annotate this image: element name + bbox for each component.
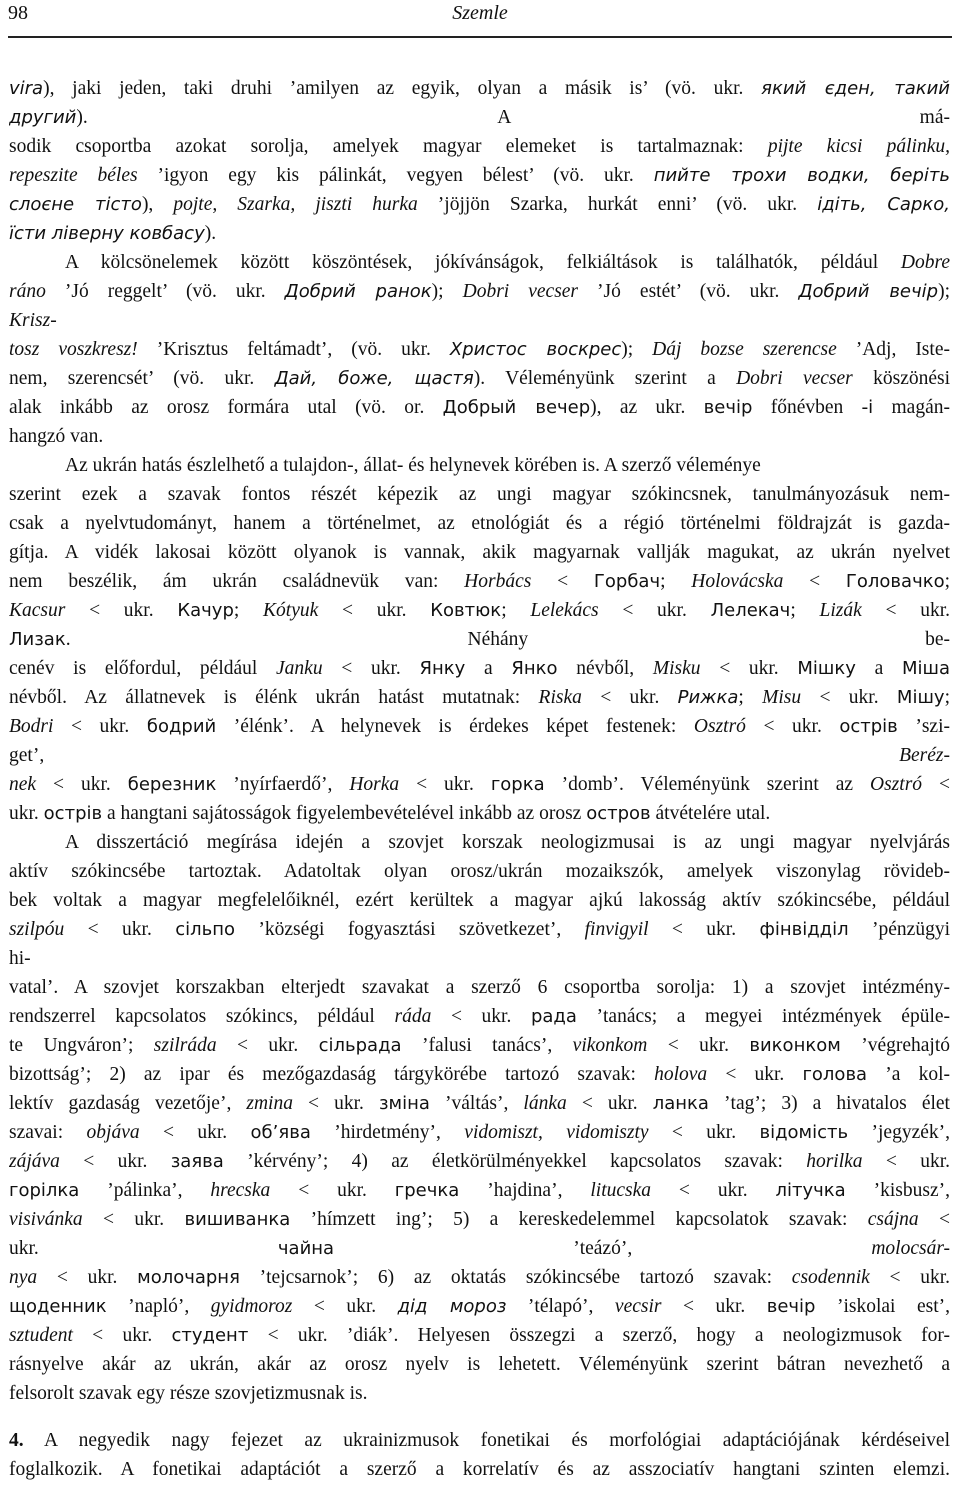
- text-run: cenév is előfordul, például: [9, 658, 277, 679]
- page-header: [8, 0, 952, 38]
- hungarian-dialect-term: csájna: [867, 1209, 919, 1230]
- cyrillic-term: їсти ліверну ковбасу: [9, 223, 205, 244]
- text-run: < ukr.: [322, 658, 420, 679]
- hungarian-dialect-term: Lizák: [819, 600, 862, 621]
- text-run: ’kérvény’; 4) az életkörülményekkel kapcsolatos szavak:: [223, 1151, 807, 1172]
- hungarian-dialect-term: Misu: [762, 687, 802, 708]
- text-run: ’Jó reggelt’ (vö. ukr.: [45, 281, 285, 302]
- text-run: a: [855, 658, 902, 679]
- text-line: [9, 1234, 950, 1263]
- hungarian-dialect-term: visivánka: [9, 1209, 83, 1230]
- text-run: ’Krisztus feltámadt’, (vö. ukr.: [137, 339, 450, 360]
- cyrillic-term: Горбач: [593, 571, 661, 592]
- cyrillic-term: вишиванка: [184, 1209, 291, 1230]
- hungarian-dialect-term: Misku: [652, 658, 701, 679]
- hungarian-dialect-term: Dáj bozse szerencse: [652, 339, 837, 360]
- text-run: < ukr.: [318, 600, 431, 621]
- cyrillic-term: Добрый вечер: [442, 397, 591, 418]
- cyrillic-term: дід мороз: [397, 1296, 507, 1317]
- hungarian-dialect-term: Krisz-: [9, 310, 57, 331]
- text-run: ’domb’. Véleményünk szerint az: [544, 774, 871, 795]
- cyrillic-term: горка: [490, 774, 545, 795]
- text-run: < ukr.: [431, 1006, 531, 1027]
- hungarian-dialect-term: holova: [654, 1064, 708, 1085]
- hungarian-dialect-term: Holovácska: [691, 571, 784, 592]
- text-run: < ukr.: [801, 687, 897, 708]
- hungarian-dialect-term: Beréz-: [899, 745, 950, 766]
- cyrillic-term: Ковтюк: [430, 600, 502, 621]
- hungarian-dialect-term: Lelekács: [530, 600, 599, 621]
- cyrillic-term: Дай, боже, щастя: [274, 368, 474, 389]
- text-run: < ukr.: [36, 774, 128, 795]
- hungarian-dialect-term: ráno: [9, 281, 46, 302]
- text-run: ;: [233, 600, 264, 621]
- cyrillic-term: об’ява: [250, 1122, 311, 1143]
- text-line: [9, 1118, 950, 1147]
- cyrillic-term: Міша: [901, 658, 950, 679]
- text-run: ’hajdina’,: [459, 1180, 591, 1201]
- text-run: < ukr.: [399, 774, 491, 795]
- hungarian-dialect-term: Osztró: [693, 716, 746, 737]
- text-line: [9, 886, 950, 915]
- text-line: [9, 1176, 950, 1205]
- text-run: ’végrehajtó: [840, 1035, 950, 1056]
- text-run: magán-: [873, 397, 950, 418]
- text-run: <: [922, 774, 950, 795]
- hungarian-dialect-term: pojte, Szarka, jiszti hurka: [173, 194, 418, 215]
- header-rule: [8, 36, 952, 38]
- text-line: [9, 277, 950, 306]
- hungarian-dialect-term: vidomiszt, vidomiszty: [464, 1122, 649, 1143]
- text-line: [9, 422, 950, 451]
- cyrillic-term: заява: [170, 1151, 224, 1172]
- text-line: [9, 335, 950, 364]
- text-run: rendszerrel kapcsolatos szókincs, például: [9, 1006, 395, 1027]
- text-run: < ukr.: [700, 658, 798, 679]
- hungarian-dialect-term: vikonkom: [572, 1035, 648, 1056]
- text-run: < ukr.: [216, 1035, 319, 1056]
- hungarian-dialect-term: vecsir: [614, 1296, 662, 1317]
- text-line: [9, 654, 950, 683]
- text-run: nem beszélik, ám ukrán családnevük van:: [9, 571, 465, 592]
- hungarian-dialect-term: gyidmoroz: [210, 1296, 293, 1317]
- hungarian-dialect-term: szilráda: [153, 1035, 217, 1056]
- cyrillic-term: бодрий: [146, 716, 217, 737]
- cyrillic-term: Янко: [511, 658, 558, 679]
- text-line: [9, 596, 950, 625]
- text-run: ’napló’,: [106, 1296, 211, 1317]
- hungarian-dialect-term: nya: [9, 1267, 38, 1288]
- text-line: [9, 480, 950, 509]
- text-run: névből,: [557, 658, 653, 679]
- text-run: < ukr.: [862, 1151, 950, 1172]
- text-line: [9, 1060, 950, 1089]
- text-line: [9, 1263, 950, 1292]
- hungarian-dialect-term: Kacsur: [9, 600, 66, 621]
- hungarian-dialect-term: Riska: [538, 687, 582, 708]
- cyrillic-term: голова: [802, 1064, 868, 1085]
- text-run: < ukr.: [661, 1296, 767, 1317]
- text-run: ;: [790, 600, 820, 621]
- hungarian-dialect-term: finvigyil: [584, 919, 649, 940]
- text-run: alak inkább az orosz formára utal (vö. or.: [9, 397, 443, 418]
- page-number: 98: [8, 2, 28, 24]
- text-run: ), jaki jeden, taki druhi ’amilyen az egyik, olyan a másik is’ (vö. ukr.: [43, 78, 762, 99]
- hungarian-dialect-term: ráda: [394, 1006, 432, 1027]
- text-run: < ukr.: [647, 1035, 750, 1056]
- text-run: ’Jó estét’ (vö. ukr.: [578, 281, 799, 302]
- cyrillic-term: фінвідділ: [759, 919, 849, 940]
- hungarian-dialect-term: sztudent: [9, 1325, 73, 1346]
- cyrillic-term: щоденник: [9, 1296, 107, 1317]
- hungarian-dialect-term: csodennik: [791, 1267, 870, 1288]
- text-run: < ukr.: [53, 716, 147, 737]
- text-run: <: [783, 571, 846, 592]
- hungarian-dialect-term: molocsár-: [871, 1238, 950, 1259]
- text-run: ), az ukr.: [590, 397, 704, 418]
- text-line: [9, 161, 950, 190]
- text-run: vatal’. A szovjet korszakban elterjedt szavakat a szerző 6 csoportba sorolja: 1) a szovjet intézmény-: [9, 977, 950, 998]
- text-run: sodik csoportba azokat sorolja, amelyek magyar elemeket is tartalmaznak:: [9, 136, 768, 157]
- text-run: < ukr.: [598, 600, 711, 621]
- text-run: a: [465, 658, 512, 679]
- text-run: ’Adj, Iste-: [836, 339, 950, 360]
- hungarian-dialect-term: objáva: [86, 1122, 140, 1143]
- hungarian-dialect-term: Osztró: [870, 774, 923, 795]
- hungarian-dialect-term: zmina: [246, 1093, 293, 1114]
- text-run: < ukr.: [292, 1296, 398, 1317]
- text-line: [9, 1379, 950, 1408]
- text-run: ;: [944, 687, 950, 708]
- cyrillic-term: Лизак: [9, 629, 66, 650]
- text-run: ’teázó’,: [334, 1238, 872, 1259]
- text-run: < ukr.: [648, 1122, 760, 1143]
- text-run: ’váltás’,: [429, 1093, 524, 1114]
- text-run: nem, szerencsét’ (vö. ukr.: [9, 368, 275, 389]
- text-run: < ukr.: [745, 716, 840, 737]
- hungarian-dialect-term: hrecska: [210, 1180, 271, 1201]
- text-run: ’hirdetmény’,: [310, 1122, 465, 1143]
- hungarian-dialect-term: tosz voszkresz!: [9, 339, 138, 360]
- cyrillic-term: остров: [586, 803, 651, 824]
- text-run: bizottság’; 2) az ipar és mezőgazdaság tárgykörébe tartozó szavak:: [9, 1064, 655, 1085]
- running-title: Szemle: [452, 2, 508, 24]
- text-run: ). Véleményünk szerint a: [473, 368, 737, 389]
- cyrillic-term: Головачко: [845, 571, 945, 592]
- text-line: [9, 248, 950, 277]
- text-run: < ukr.: [566, 1093, 653, 1114]
- text-line: [9, 190, 950, 219]
- text-run: );: [431, 281, 463, 302]
- text-run: főnévben -: [752, 397, 869, 418]
- text-run: < ukr.: [292, 1093, 379, 1114]
- text-run: A negyedik nagy fejezet az ukrainizmusok fonetikai és morfológiai adaptációjának kérdéseivel: [23, 1430, 950, 1451]
- hungarian-dialect-term: Dobre: [900, 252, 950, 273]
- text-run: A disszertáció megírása idején a szovjet korszak neologizmusai is az ungi magyar nyelvjárás: [65, 832, 950, 853]
- hungarian-dialect-term: pijte kicsi pálinku,: [767, 136, 950, 157]
- text-run: <: [918, 1209, 950, 1230]
- text-run: ;: [738, 687, 763, 708]
- text-line: [9, 1321, 950, 1350]
- hungarian-dialect-term: horilka: [806, 1151, 863, 1172]
- cyrillic-term: острів: [43, 803, 103, 824]
- cyrillic-term: літучка: [775, 1180, 846, 1201]
- text-run: ’igyon egy kis pálinkát, vegyen bélest’ (vö. ukr.: [137, 165, 654, 186]
- text-run: < ukr.: [869, 1267, 950, 1288]
- cyrillic-term: Мішу: [896, 687, 945, 708]
- text-line: [9, 1147, 950, 1176]
- text-run: ukr.: [9, 803, 44, 824]
- cyrillic-term: сільрада: [318, 1035, 402, 1056]
- text-line: [9, 132, 950, 161]
- text-run: aktív szókincsébe tartoztak. Adatoltak olyan orosz/ukrán mozaikszók, amelyek viszonylag rövideb-: [9, 861, 950, 882]
- text-lines: [9, 74, 950, 1484]
- text-run: hi-: [9, 948, 31, 969]
- text-run: < ukr.: [139, 1122, 251, 1143]
- cyrillic-term: вечір: [766, 1296, 816, 1317]
- section-gap: [9, 1408, 950, 1426]
- text-run: < ukr.: [59, 1151, 171, 1172]
- text-line: [9, 857, 950, 886]
- text-line: [9, 712, 950, 741]
- text-line: [9, 625, 950, 654]
- cyrillic-term: відомість: [759, 1122, 849, 1143]
- text-line: [9, 393, 950, 422]
- text-run: < ukr.: [707, 1064, 803, 1085]
- hungarian-dialect-term: zájáva: [9, 1151, 60, 1172]
- text-line: [9, 1426, 950, 1455]
- text-line: [9, 828, 950, 857]
- text-run: ukr.: [9, 1238, 278, 1259]
- text-run: csak a nyelvtudományt, hanem a történelmet, az etnológiát és a régió történelmi földrajzát is gazda-: [9, 513, 950, 534]
- text-run: ;: [660, 571, 692, 592]
- text-run: lektív gazdaság vezetője’,: [9, 1093, 247, 1114]
- cyrillic-term: vira: [9, 78, 44, 99]
- text-run: ;: [944, 571, 950, 592]
- text-line: [9, 103, 950, 132]
- text-line: [9, 1089, 950, 1118]
- cyrillic-term: і: [868, 397, 874, 418]
- text-run: ’iskolai est’,: [815, 1296, 950, 1317]
- text-line: [9, 799, 950, 828]
- text-line: [9, 1002, 950, 1031]
- text-run: a hangtani sajátosságok figyelembevételével inkább az orosz: [102, 803, 587, 824]
- text-run: foglalkozik. A fonetikai adaptációt a szerző a korrelatív és az asszociatív hangtani szinten elemzi.: [9, 1459, 950, 1480]
- review-body: [9, 74, 950, 1484]
- text-run: ’tag’; 3) a hivatalos élet: [708, 1093, 950, 1114]
- text-line: [9, 915, 950, 944]
- text-run: szavai:: [9, 1122, 87, 1143]
- text-run: ).: [204, 223, 217, 244]
- cyrillic-term: Христос воскрес: [449, 339, 622, 360]
- text-run: < ukr.: [581, 687, 678, 708]
- cyrillic-term: другий: [9, 107, 77, 128]
- text-run: ’pálinka’,: [79, 1180, 211, 1201]
- cyrillic-term: Качур: [177, 600, 234, 621]
- section-number: 4.: [9, 1430, 24, 1451]
- text-line: [9, 683, 950, 712]
- text-run: < ukr.: [270, 1180, 395, 1201]
- cyrillic-term: виконком: [749, 1035, 841, 1056]
- text-line: [9, 567, 950, 596]
- cyrillic-term: пийте трохи водки, беріть: [653, 165, 950, 186]
- text-run: < ukr.: [64, 919, 176, 940]
- hungarian-dialect-term: Bodri: [9, 716, 54, 737]
- text-line: [9, 509, 950, 538]
- cyrillic-term: березник: [127, 774, 217, 795]
- text-run: ’tanács; a megyei intézmények épüle-: [576, 1006, 950, 1027]
- text-run: szerint ezek a szavak fontos részét képezik az ungi magyar szókincsnek, tanulmányozásuk nem-: [9, 484, 950, 505]
- text-run: < ukr. ’diák’. Helyesen összegzi a szerző, hogy a neologizmusok for-: [248, 1325, 950, 1346]
- text-run: felsorolt szavak egy része szovjetizmusnak is.: [9, 1383, 368, 1404]
- text-run: < ukr.: [82, 1209, 185, 1230]
- text-run: ’hímzett ing’; 5) a kereskedelemmel kapcsolatok szavak:: [290, 1209, 868, 1230]
- text-line: [9, 451, 950, 480]
- text-run: ’nyírfaerdő’,: [216, 774, 350, 795]
- cyrillic-term: сільпо: [175, 919, 235, 940]
- text-run: ’a kol-: [867, 1064, 950, 1085]
- text-run: átvételére utal.: [650, 803, 771, 824]
- text-run: ’tejcsarnok’; 6) az oktatás szókincsébe tartozó szavak:: [239, 1267, 792, 1288]
- hungarian-dialect-term: repeszite béles: [9, 165, 138, 186]
- hungarian-dialect-term: litucska: [590, 1180, 652, 1201]
- cyrillic-term: горілка: [9, 1180, 80, 1201]
- cyrillic-term: острів: [839, 716, 898, 737]
- text-line: [9, 1205, 950, 1234]
- text-run: < ukr.: [648, 919, 760, 940]
- text-line: [9, 1455, 950, 1484]
- text-line: [9, 1031, 950, 1060]
- hungarian-dialect-term: Horbács: [464, 571, 532, 592]
- text-run: < ukr.: [37, 1267, 138, 1288]
- text-line: [9, 770, 950, 799]
- text-run: < ukr.: [65, 600, 178, 621]
- text-run: köszönési: [852, 368, 950, 389]
- text-run: ;: [501, 600, 531, 621]
- text-run: ’jöjjön Szarka, hurkát enni’ (vö. ukr.: [417, 194, 818, 215]
- hungarian-dialect-term: Kótyuk: [263, 600, 319, 621]
- hungarian-dialect-term: Horka: [349, 774, 400, 795]
- cyrillic-term: молочарня: [137, 1267, 240, 1288]
- text-line: [9, 364, 950, 393]
- text-line: [9, 973, 950, 1002]
- text-run: < ukr.: [72, 1325, 172, 1346]
- text-run: ). A má-: [76, 107, 950, 128]
- hungarian-dialect-term: Dobri vecser: [462, 281, 579, 302]
- hungarian-dialect-term: Dobri vecser: [736, 368, 853, 389]
- cyrillic-term: Добрий вечір: [798, 281, 939, 302]
- text-run: ’télapó’,: [506, 1296, 615, 1317]
- cyrillic-term: Добрий ранок: [284, 281, 432, 302]
- cyrillic-term: Янку: [419, 658, 466, 679]
- cyrillic-term: який єден, такий: [761, 78, 950, 99]
- cyrillic-term: рада: [530, 1006, 577, 1027]
- text-run: ’élénk’. A helynevek is érdekes képet festenek:: [216, 716, 694, 737]
- text-run: . Néhány be-: [65, 629, 950, 650]
- text-line: [9, 538, 950, 567]
- text-run: ’jegyzék’,: [848, 1122, 950, 1143]
- text-run: ’községi fogyasztási szövetkezet’,: [235, 919, 585, 940]
- text-line: [9, 1292, 950, 1321]
- text-run: te Ungváron’;: [9, 1035, 154, 1056]
- cyrillic-term: Рижка: [677, 687, 739, 708]
- text-run: gítja. A vidék lakosai között olyanok is vannak, akik magyarnak vallják magukat, az ukrán nyelvet: [9, 542, 950, 563]
- cyrillic-term: вечір: [703, 397, 753, 418]
- text-line: [9, 1350, 950, 1379]
- cyrillic-term: зміна: [378, 1093, 430, 1114]
- cyrillic-term: студент: [171, 1325, 249, 1346]
- text-line: [9, 944, 950, 973]
- text-line: [9, 306, 950, 335]
- text-run: bek voltak a magyar megfelelőiknél, ezért kerültek a magyar ajkú lakosság aktív szókincsébe, például: [9, 890, 950, 911]
- text-run: );: [938, 281, 950, 302]
- text-line: [9, 74, 950, 103]
- cyrillic-term: слоєне тісто: [9, 194, 142, 215]
- cyrillic-term: Мішку: [797, 658, 856, 679]
- text-run: ’pénzügyi: [848, 919, 950, 940]
- text-run: <: [531, 571, 594, 592]
- text-line: [9, 219, 950, 248]
- text-run: );: [621, 339, 653, 360]
- text-run: Az ukrán hatás észlelhető a tulajdon-, állat- és helynevek körében is. A szerző véleménye: [65, 455, 761, 476]
- text-line: [9, 741, 950, 770]
- cyrillic-term: ідіть, Сарко,: [817, 194, 950, 215]
- text-run: A kölcsönelemek között köszöntések, jókívánságok, felkiáltások is találhatók, például: [65, 252, 901, 273]
- text-run: névből. Az állatnevek is élénk ukrán hatást mutatnak:: [9, 687, 539, 708]
- text-run: hangzó van.: [9, 426, 104, 447]
- cyrillic-term: ланка: [652, 1093, 709, 1114]
- text-run: ’kisbusz’,: [845, 1180, 950, 1201]
- hungarian-dialect-term: szilpóu: [9, 919, 65, 940]
- text-run: ’falusi tanács’,: [401, 1035, 573, 1056]
- text-run: < ukr.: [861, 600, 950, 621]
- text-run: ),: [141, 194, 174, 215]
- cyrillic-term: гречка: [394, 1180, 460, 1201]
- hungarian-dialect-term: nek: [9, 774, 37, 795]
- hungarian-dialect-term: lánka: [523, 1093, 567, 1114]
- hungarian-dialect-term: Janku: [276, 658, 323, 679]
- cyrillic-term: Лелекач: [710, 600, 791, 621]
- text-run: rásnyelve akár az ukrán, akár az orosz nyelv is lehetett. Véleményünk szerint bátran nevezhető a: [9, 1354, 950, 1375]
- cyrillic-term: чайна: [277, 1238, 335, 1259]
- text-run: < ukr.: [651, 1180, 776, 1201]
- text-run: get’,: [9, 745, 900, 766]
- text-run: ’szi-: [897, 716, 950, 737]
